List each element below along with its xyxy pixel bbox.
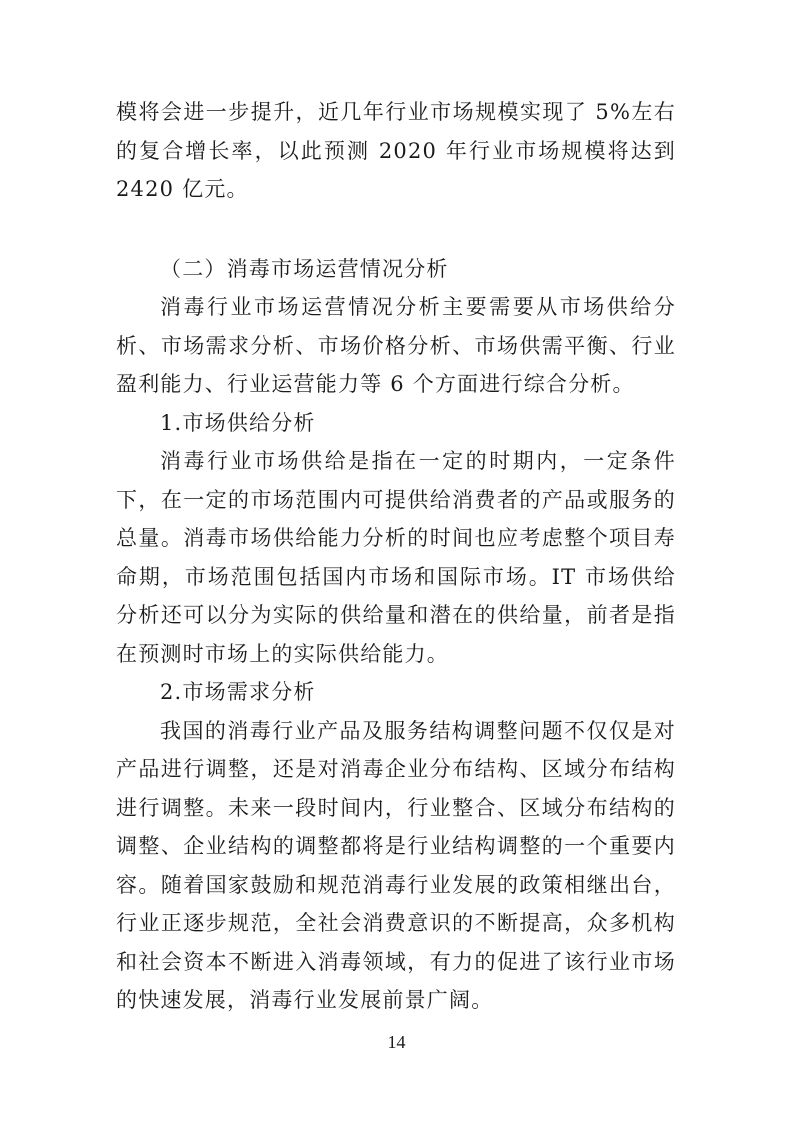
page-number: 14 bbox=[387, 1032, 406, 1052]
continuation-paragraph: 模将会进一步提升，近几年行业市场规模实现了 5%左右的复合增长率，以此预测 2020 年行业市场规模将达到 2420 亿元。 bbox=[116, 100, 676, 201]
paragraph-gap bbox=[116, 209, 676, 250]
document-body bbox=[116, 93, 676, 1020]
subsection-2-heading: 2.市场需求分析 bbox=[160, 680, 316, 704]
subsection-1-heading: 1.市场供给分析 bbox=[160, 410, 316, 435]
subsection-2-paragraph: 我国的消毒行业产品及服务结构调整问题不仅仅是对产品进行调整，还是对消毒企业分布结构、区域分布结构进行调整。未来一段时间内，行业整合、区域分布结构的调整、企业结构的调整都将是行业结构调整的一个重要内容。随着国家鼓励和规范消毒行业发展的政策相继出台，行业正逐步规范，全社会消费意识的不断提高，众多机构和社会资本不断进入消毒领域，有力的促进了该行业市场的快速发展，消毒行业发展前景广阔。 bbox=[116, 718, 676, 1012]
section-heading: （二）消毒市场运营情况分析 bbox=[160, 256, 449, 281]
intro-paragraph: 消毒行业市场运营情况分析主要需要从市场供给分析、市场需求分析、市场价格分析、市场供需平衡、行业盈利能力、行业运营能力等 6 个方面进行综合分析。 bbox=[116, 295, 676, 396]
subsection-1-paragraph: 消毒行业市场供给是指在一定的时期内，一定条件下，在一定的市场范围内可提供给消费者的产品或服务的总量。消毒市场供给能力分析的时间也应考虑整个项目寿命期，市场范围包括国内市场和国际市场。IT 市场供给分析还可以分为实际的供给量和潜在的供给量，前者是指在预测时市场上的实际供给能力。 bbox=[116, 449, 676, 666]
